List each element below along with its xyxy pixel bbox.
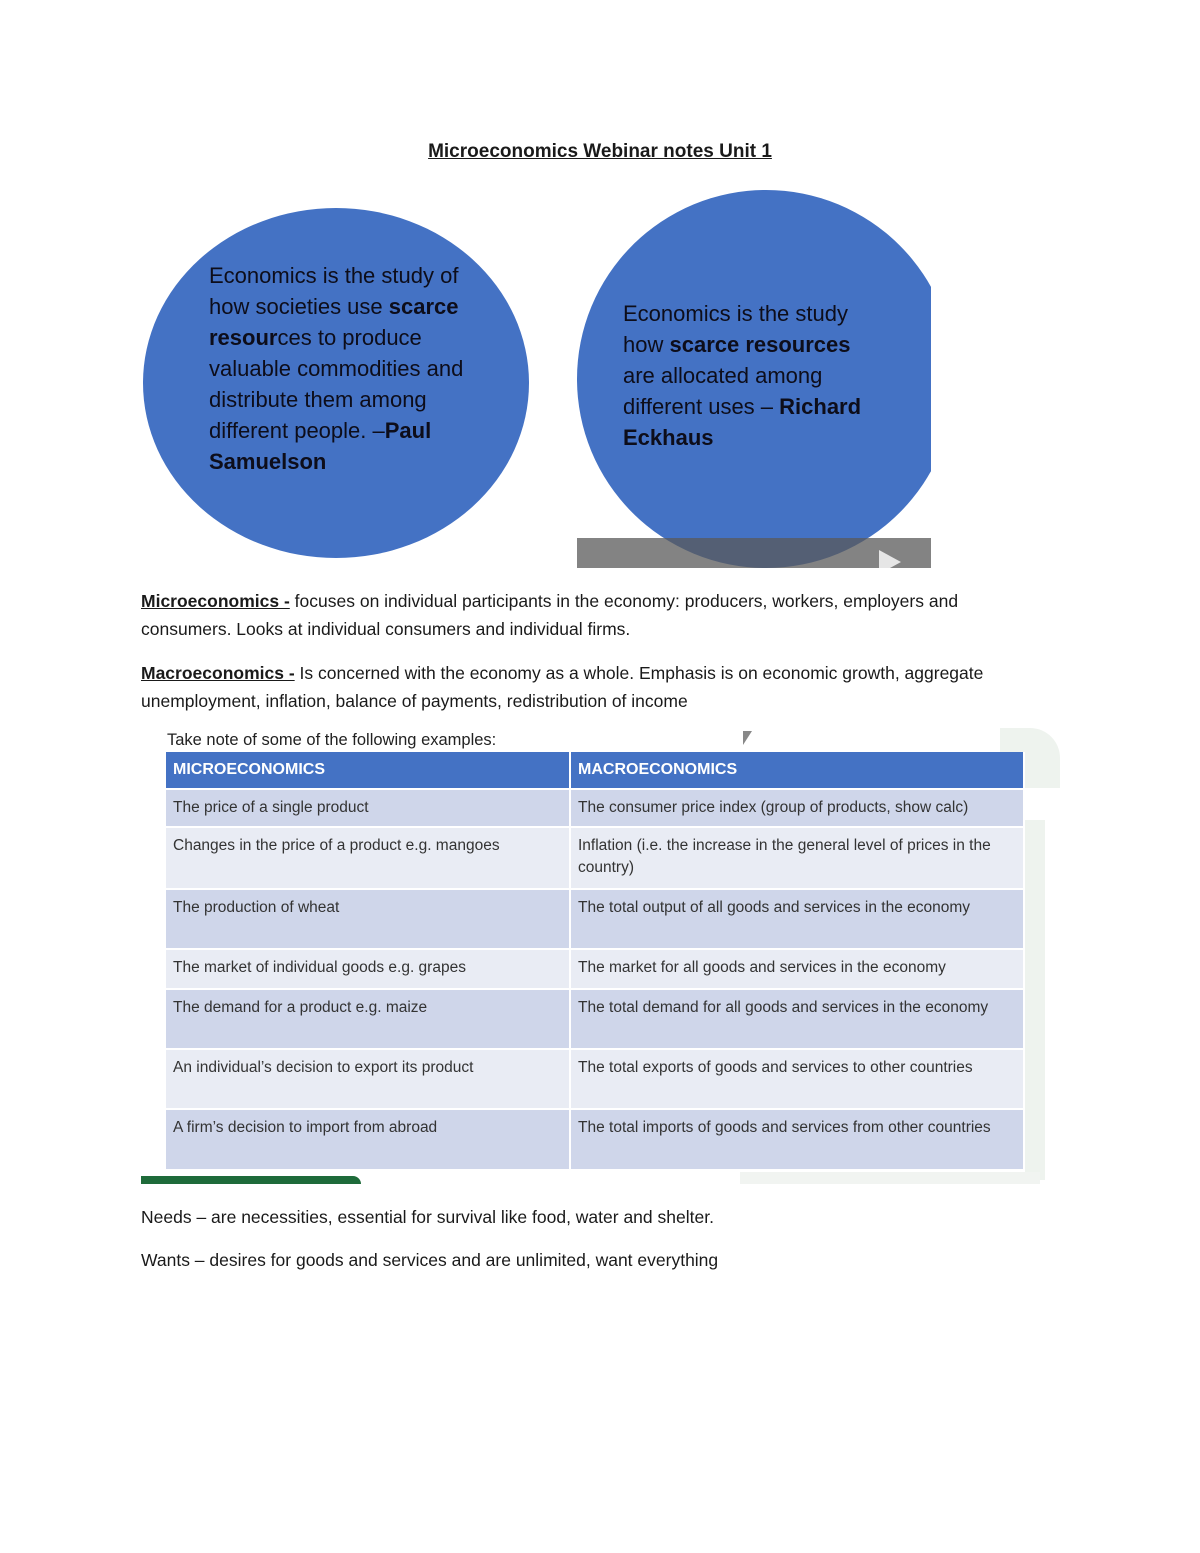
table-cell: The consumer price index (group of products, show calc): [570, 789, 1024, 827]
examples-note: Take note of some of the following examples:: [167, 731, 497, 749]
background-decoration: [1025, 820, 1045, 1180]
document-title: Microeconomics Webinar notes Unit 1: [428, 141, 772, 162]
table-cell: An individual’s decision to export its product: [166, 1049, 570, 1109]
table-cell: The total output of all goods and services in the economy: [570, 889, 1024, 949]
examples-table: [166, 752, 1025, 1169]
table-cell: A firm’s decision to import from abroad: [166, 1109, 570, 1169]
green-accent-bar: [141, 1176, 361, 1184]
table-row: [166, 1049, 1024, 1109]
table-cell: The total imports of goods and services from other countries: [570, 1109, 1024, 1169]
table-cell: The price of a single product: [166, 789, 570, 827]
table-header-row: [166, 752, 1024, 789]
microeconomics-definition: Microeconomics - focuses on individual participants in the economy: producers, workers, employers and consumers. Looks at individual consumers and individual firms.: [141, 591, 959, 639]
table-cell: The total exports of goods and services to other countries: [570, 1049, 1024, 1109]
needs-definition: Needs – are necessities, essential for survival like food, water and shelter.: [141, 1207, 714, 1227]
table-row: [166, 1109, 1024, 1169]
table-row: [166, 889, 1024, 949]
table-row: [166, 989, 1024, 1049]
table-cell: The market of individual goods e.g. grapes: [166, 949, 570, 989]
background-decoration: [740, 1172, 1040, 1184]
table-cell: The total demand for all goods and services in the economy: [570, 989, 1024, 1049]
play-icon[interactable]: [879, 550, 901, 568]
definition-circle-samuelson: [143, 208, 529, 558]
eckhaus-quote: Economics is the study how scarce resources are allocated among different uses – Richard Eckhaus: [623, 301, 862, 450]
table-row: [166, 789, 1024, 827]
header-macroeconomics: MACROECONOMICS: [570, 752, 1024, 789]
table-cell: The production of wheat: [166, 889, 570, 949]
header-microeconomics: MICROECONOMICS: [166, 752, 570, 789]
table-cell: Inflation (i.e. the increase in the general level of prices in the country): [570, 827, 1024, 889]
table-cell: The demand for a product e.g. maize: [166, 989, 570, 1049]
samuelson-quote: Economics is the study of how societies use scarce resources to produce valuable commodities and distribute them among different people. –Paul Samuelson: [209, 263, 464, 474]
mouse-cursor-icon: [743, 731, 752, 745]
definition-slide-eckhaus: [577, 190, 931, 568]
table-cell: The market for all goods and services in the economy: [570, 949, 1024, 989]
definition-circle-eckhaus: [577, 190, 931, 568]
macroeconomics-definition: Macroeconomics - Is concerned with the economy as a whole. Emphasis is on economic growth, aggregate unemployment, inflation, balance of payments, redistribution of income: [141, 663, 984, 711]
wants-definition: Wants – desires for goods and services and are unlimited, want everything: [141, 1250, 719, 1270]
video-controls-bar[interactable]: [577, 538, 931, 568]
table-row: [166, 827, 1024, 889]
table-cell: Changes in the price of a product e.g. mangoes: [166, 827, 570, 889]
table-row: [166, 949, 1024, 989]
